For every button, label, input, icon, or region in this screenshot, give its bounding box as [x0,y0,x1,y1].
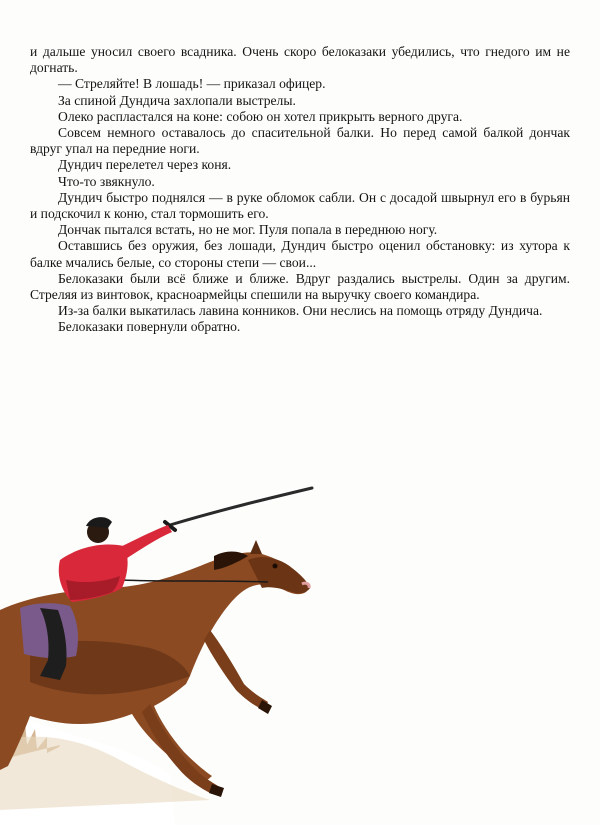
paragraph: Оставшись без оружия, без лошади, Дундич быстро оценил обстановку: из хутора к балке мчались белые, со стороны степи — свои... [30,238,570,270]
paragraph: — Стреляйте! В лошадь! — приказал офицер. [58,76,326,92]
paragraph: и дальше уносил своего всадника. Очень скоро белоказаки убедились, что гнедого им не догнать. [30,44,570,76]
paragraph: Совсем немного оставалось до спасительной балки. Но перед самой балкой дончак вдруг упал на передние ноги. [30,125,570,157]
paragraph: Дундич перелетел через коня. [58,157,232,173]
paragraph: Белоказаки были всё ближе и ближе. Вдруг раздались выстрелы. Один за другим. Стреляя из винтовок, красноармейцы спешили на выручку своего командира. [30,270,570,303]
paragraph: Олеко распластался на коне: собою он хотел прикрыть верного друга. [58,108,463,124]
horse-ear [250,540,262,554]
horse-eye [273,564,278,569]
story-text [30,44,570,336]
horse-rider-illustration [0,470,600,825]
paragraph: За спиной Дундича захлопали выстрелы. [58,92,296,108]
saber [170,488,312,525]
paragraph: Белоказаки повернули обратно. [58,319,241,335]
horse-head [248,557,310,593]
paragraph: Из-за балки выкатилась лавина конников. Они неслись на помощь отряду Дундича. [58,303,543,319]
paragraph: Дончак пытался встать, но не мог. Пуля попала в переднюю ногу. [58,222,438,238]
paragraph: Дундич быстро поднялся — в руке обломок сабли. Он с досадой швырнул его в бурьян и подскочил к коню, стал тормошить его. [30,189,570,222]
paragraph: Что-то звякнуло. [58,173,155,189]
horse-front-leg [204,630,268,710]
